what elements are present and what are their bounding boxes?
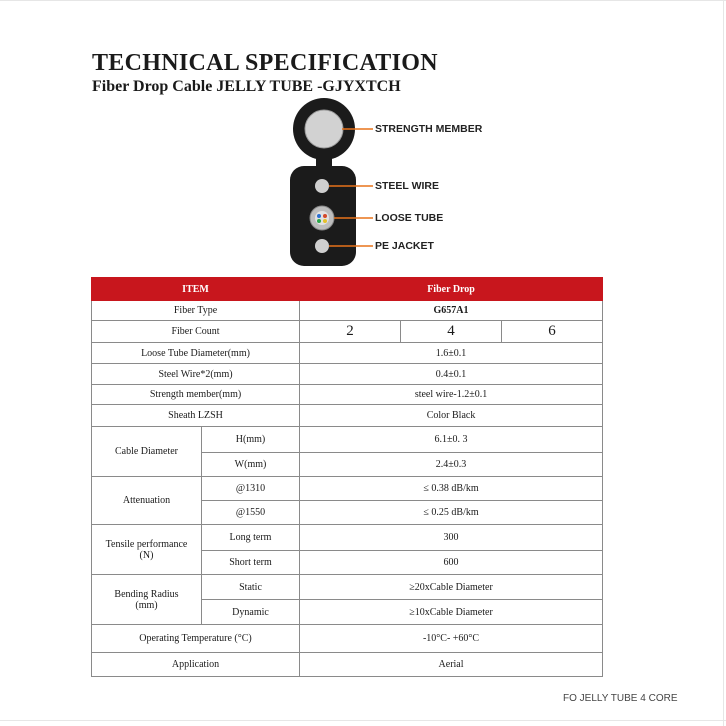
row-label: Fiber Count xyxy=(92,321,300,343)
steel-wire-bottom xyxy=(315,239,329,253)
sub-label: Long term xyxy=(202,525,300,551)
table-row xyxy=(92,301,603,321)
table-row xyxy=(92,477,603,501)
row-label: Sheath LZSH xyxy=(92,405,300,427)
fiber-count-value: 4 xyxy=(401,321,502,343)
sub-label: Dynamic xyxy=(202,600,300,625)
sub-label: @1550 xyxy=(202,501,300,525)
row-value: ≤ 0.38 dB/km xyxy=(300,477,603,501)
row-value: 0.4±0.1 xyxy=(300,364,603,385)
header-item: ITEM xyxy=(92,278,300,301)
table-row xyxy=(92,343,603,364)
page-title: TECHNICAL SPECIFICATION xyxy=(92,50,438,76)
sub-label: Static xyxy=(202,575,300,600)
row-value: Color Black xyxy=(300,405,603,427)
table-row xyxy=(92,575,603,600)
row-value: 300 xyxy=(300,525,603,551)
table-row xyxy=(92,525,603,551)
header-fiber-drop: Fiber Drop xyxy=(300,278,603,301)
label-pe-jacket: PE JACKET xyxy=(375,240,434,252)
page-top-border xyxy=(0,0,726,1)
group-label-line1: Bending Radius xyxy=(114,588,179,600)
row-value: ≥20xCable Diameter xyxy=(300,575,603,600)
row-value: G657A1 xyxy=(300,301,603,321)
row-label: Strength member(mm) xyxy=(92,385,300,405)
table-row xyxy=(92,625,603,653)
cable-cross-section-diagram xyxy=(280,100,483,270)
label-loose-tube: LOOSE TUBE xyxy=(375,212,444,224)
row-label: Loose Tube Diameter(mm) xyxy=(92,343,300,364)
sub-label: Short term xyxy=(202,551,300,575)
row-value: 600 xyxy=(300,551,603,575)
group-label xyxy=(92,525,202,575)
row-value: -10°C- +60°C xyxy=(300,625,603,653)
strength-member-circle xyxy=(305,110,343,148)
group-label-line2: (N) xyxy=(139,549,154,561)
page-right-border xyxy=(723,0,724,726)
fiber-dot-3 xyxy=(317,219,321,223)
row-value: ≥10xCable Diameter xyxy=(300,600,603,625)
group-label: Attenuation xyxy=(92,477,202,525)
spec-table xyxy=(91,277,603,677)
label-strength-member: STRENGTH MEMBER xyxy=(375,123,483,135)
row-value: Aerial xyxy=(300,653,603,677)
row-label: Fiber Type xyxy=(92,301,300,321)
sub-label: @1310 xyxy=(202,477,300,501)
footer-caption: FO JELLY TUBE 4 CORE xyxy=(563,693,678,704)
table-row xyxy=(92,427,603,453)
page-bottom-border xyxy=(0,720,726,721)
fiber-dot-1 xyxy=(317,214,321,218)
fiber-dot-4 xyxy=(323,219,327,223)
page-subtitle: Fiber Drop Cable JELLY TUBE -GJYXTCH xyxy=(92,78,401,95)
row-value: steel wire-1.2±0.1 xyxy=(300,385,603,405)
group-label xyxy=(92,575,202,625)
row-label: Application xyxy=(92,653,300,677)
row-value: 1.6±0.1 xyxy=(300,343,603,364)
table-row xyxy=(92,364,603,385)
table-row xyxy=(92,653,603,677)
table-row xyxy=(92,321,603,343)
group-label-line1: Tensile performance xyxy=(105,538,188,550)
label-steel-wire: STEEL WIRE xyxy=(375,180,439,192)
fiber-count-value: 6 xyxy=(502,321,603,343)
group-label: Cable Diameter xyxy=(92,427,202,477)
sub-label: W(mm) xyxy=(202,453,300,477)
row-value: 2.4±0.3 xyxy=(300,453,603,477)
table-header-row xyxy=(92,278,603,301)
table-row xyxy=(92,405,603,427)
row-value: ≤ 0.25 dB/km xyxy=(300,501,603,525)
row-label: Operating Temperature (°C) xyxy=(92,625,300,653)
row-value: 6.1±0. 3 xyxy=(300,427,603,453)
loose-tube-inner xyxy=(315,211,329,225)
fiber-dot-2 xyxy=(323,214,327,218)
steel-wire-top xyxy=(315,179,329,193)
sub-label: H(mm) xyxy=(202,427,300,453)
fiber-count-value: 2 xyxy=(300,321,401,343)
group-label-line2: (mm) xyxy=(135,599,158,611)
table-row xyxy=(92,385,603,405)
row-label: Steel Wire*2(mm) xyxy=(92,364,300,385)
